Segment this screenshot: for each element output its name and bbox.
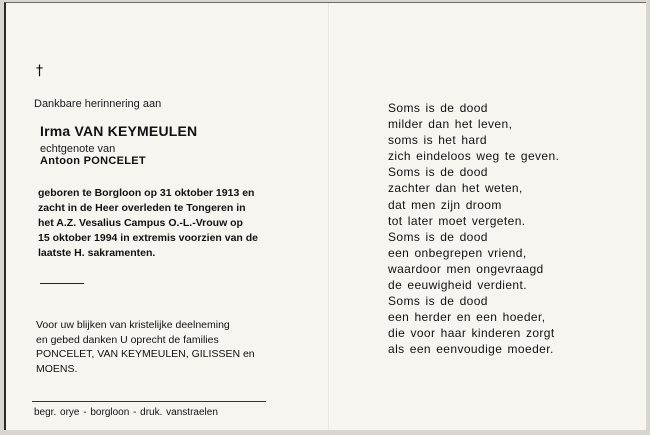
thanks-line: MOENS. xyxy=(36,362,78,375)
thanks-line: Voor uw blijken van kristelijke deelneming xyxy=(36,319,230,331)
intro-text: Dankbare herinnering aan xyxy=(34,98,162,110)
poem-line: dat men zijn droom xyxy=(388,197,502,212)
bio-line: het A.Z. Vesalius Campus O.-L.-Vrouw op xyxy=(38,217,243,229)
bio-line: zacht in de Heer overleden te Tongeren in xyxy=(38,202,246,214)
divider xyxy=(40,283,84,284)
poem-line: Soms is de dood xyxy=(388,165,488,180)
poem-line: de eeuwigheid verdient. xyxy=(388,278,527,293)
poem-line: Soms is de dood xyxy=(388,229,488,244)
footer-divider xyxy=(32,401,266,402)
thanks-line: en gebed danken U oprecht de families xyxy=(36,333,219,346)
poem-line: milder dan het leven, xyxy=(388,117,513,132)
cross-icon: † xyxy=(36,63,43,79)
poem-line: zich eindeloos weg te geven. xyxy=(388,149,560,164)
poem-line: soms is het hard xyxy=(388,133,487,148)
spouse-name: Antoon PONCELET xyxy=(40,155,146,167)
spouse-label: echtgenote van xyxy=(40,143,116,155)
poem-line: een herder en een hoeder, xyxy=(388,310,546,325)
poem-line: tot later moet vergeten. xyxy=(388,213,526,228)
card-fold xyxy=(328,3,330,430)
poem-line: Soms is de dood xyxy=(388,294,488,309)
poem-line: zachter dan het weten, xyxy=(388,181,523,196)
poem-line: als een eenvoudige moeder. xyxy=(388,342,554,357)
bio-line: geboren te Borgloon op 31 oktober 1913 en xyxy=(38,187,255,199)
poem-line: die voor haar kinderen zorgt xyxy=(388,326,555,341)
deceased-name: Irma VAN KEYMEULEN xyxy=(40,123,198,139)
thanks-line: PONCELET, VAN KEYMEULEN, GILISSEN en xyxy=(36,348,255,360)
bio-line: 15 oktober 1994 in extremis voorzien van de xyxy=(38,232,259,244)
printer-credit: begr. orye - borgloon - druk. vanstraelen xyxy=(34,407,218,418)
biography xyxy=(38,186,264,261)
memorial-card xyxy=(4,2,646,430)
poem-line: een onbegrepen vriend, xyxy=(388,245,527,260)
poem-line: Soms is de dood xyxy=(388,101,488,115)
poem-line: waardoor men ongevraagd xyxy=(388,261,544,276)
poem xyxy=(388,100,559,358)
thanks-text xyxy=(36,318,264,376)
bio-line: laatste H. sakramenten. xyxy=(38,247,156,259)
